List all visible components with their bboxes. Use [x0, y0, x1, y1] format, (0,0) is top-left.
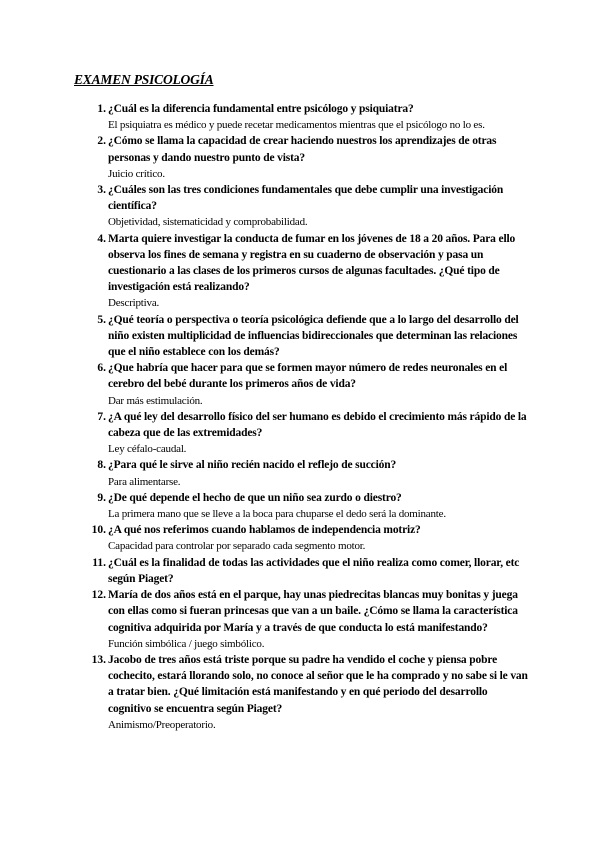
question-list — [74, 101, 530, 733]
answer-text: Animismo/Preoperatorio. — [108, 718, 216, 731]
question-text: ¿De qué depende el hecho de que un niño sea zurdo o diestro? — [108, 491, 402, 504]
question-text: ¿Que habría que hacer para que se formen mayor número de redes neuronales en el cerebro del bebé durante los primeros años de vida? — [108, 362, 508, 391]
question-item — [74, 101, 530, 133]
question-text: ¿Cómo se llama la capacidad de crear haciendo nuestros los aprendizajes de otras personas y dando nuestro punto de vista? — [108, 135, 497, 164]
question-number: 2. — [97, 135, 106, 148]
question-text: ¿Cuál es la diferencia fundamental entre psicólogo y psiquiatra? — [108, 103, 414, 115]
question-text: Marta quiere investigar la conducta de fumar en los jóvenes de 18 a 20 años. Para ello observa los fines de semana y registra en su cuaderno de observación y pasa un cuestionario a las clases de los primeros cursos de algunas facultades. ¿Qué tipo de investigación está realizando? — [108, 232, 516, 294]
answer-text: El psiquiatra es médico y puede recetar medicamentos mientras que el psicólogo no lo es. — [108, 119, 485, 132]
question-number: 4. — [97, 232, 106, 245]
question-item — [74, 409, 530, 458]
question-number: 8. — [97, 459, 106, 472]
answer-text: Función simbólica / juego simbólico. — [108, 637, 265, 650]
question-item — [74, 490, 530, 522]
answer-text: Para alimentarse. — [108, 475, 181, 488]
answer-text: Objetividad, sistematicidad y comprobabilidad. — [108, 216, 308, 229]
question-number: 11. — [92, 556, 106, 569]
question-item — [74, 652, 530, 733]
question-item — [74, 133, 530, 182]
question-text: María de dos años está en el parque, hay unas piedrecitas blancas muy bonitas y juega con ellas como si fueran princesas que van a un baile. ¿Cómo se llama la característica cognitiva adquirida por María y a través de que conducta lo está manifestando? — [108, 589, 518, 634]
answer-text: Descriptiva. — [108, 297, 160, 310]
question-text: ¿Para qué le sirve al niño recién nacido el reflejo de succión? — [108, 459, 397, 472]
question-number: 12. — [91, 589, 106, 602]
question-text: ¿Qué teoría o perspectiva o teoría psicológica defiende que a lo largo del desarrollo del niño existen multiplicidad de influencias bidireccionales que determinan las relaciones que el niño establece con los demás? — [108, 313, 519, 359]
question-item — [74, 522, 530, 554]
answer-text: Ley céfalo-caudal. — [108, 443, 187, 456]
answer-text: La primera mano que se lleve a la boca para chuparse el dedo será la dominante. — [108, 508, 446, 521]
question-item — [74, 457, 530, 489]
question-number: 6. — [97, 362, 106, 375]
question-text: ¿Cuáles son las tres condiciones fundamentales que debe cumplir una investigación científica? — [108, 184, 504, 213]
question-item — [74, 587, 530, 652]
question-number: 7. — [97, 410, 106, 423]
question-number: 10. — [91, 524, 106, 537]
question-text: ¿Cuál es la finalidad de todas las actividades que el niño realiza como comer, llorar, etc según Piaget? — [108, 556, 520, 585]
page-title: EXAMEN PSICOLOGÍA — [74, 72, 214, 87]
answer-text: Capacidad para controlar por separado cada segmento motor. — [108, 540, 366, 553]
question-item — [74, 312, 530, 361]
question-number: 13. — [91, 653, 106, 666]
question-item — [74, 360, 530, 409]
question-number: 1. — [97, 103, 106, 115]
answer-text: Juicio crítico. — [108, 167, 165, 180]
question-item — [74, 182, 530, 231]
answer-text: Dar más estimulación. — [108, 394, 203, 407]
question-text: ¿A qué ley del desarrollo físico del ser humano es debido el crecimiento más rápido de la cabeza que de las extremidades? — [108, 410, 527, 440]
question-number: 5. — [97, 313, 106, 326]
question-text: Jacobo de tres años está triste porque su padre ha vendido el coche y piensa pobre cochecito, estará llorando solo, no conoce al señor que le ha comprado y no sabe si le van a tratar bien. ¿Qué limitación está manifestando y en qué periodo del desarrollo cognitivo se encuentra según Piaget? — [108, 653, 528, 715]
question-number: 3. — [97, 184, 106, 197]
question-text: ¿A qué nos referimos cuando hablamos de independencia motriz? — [108, 524, 421, 537]
question-item — [74, 555, 530, 587]
question-item — [74, 231, 530, 312]
question-number: 9. — [97, 491, 106, 504]
